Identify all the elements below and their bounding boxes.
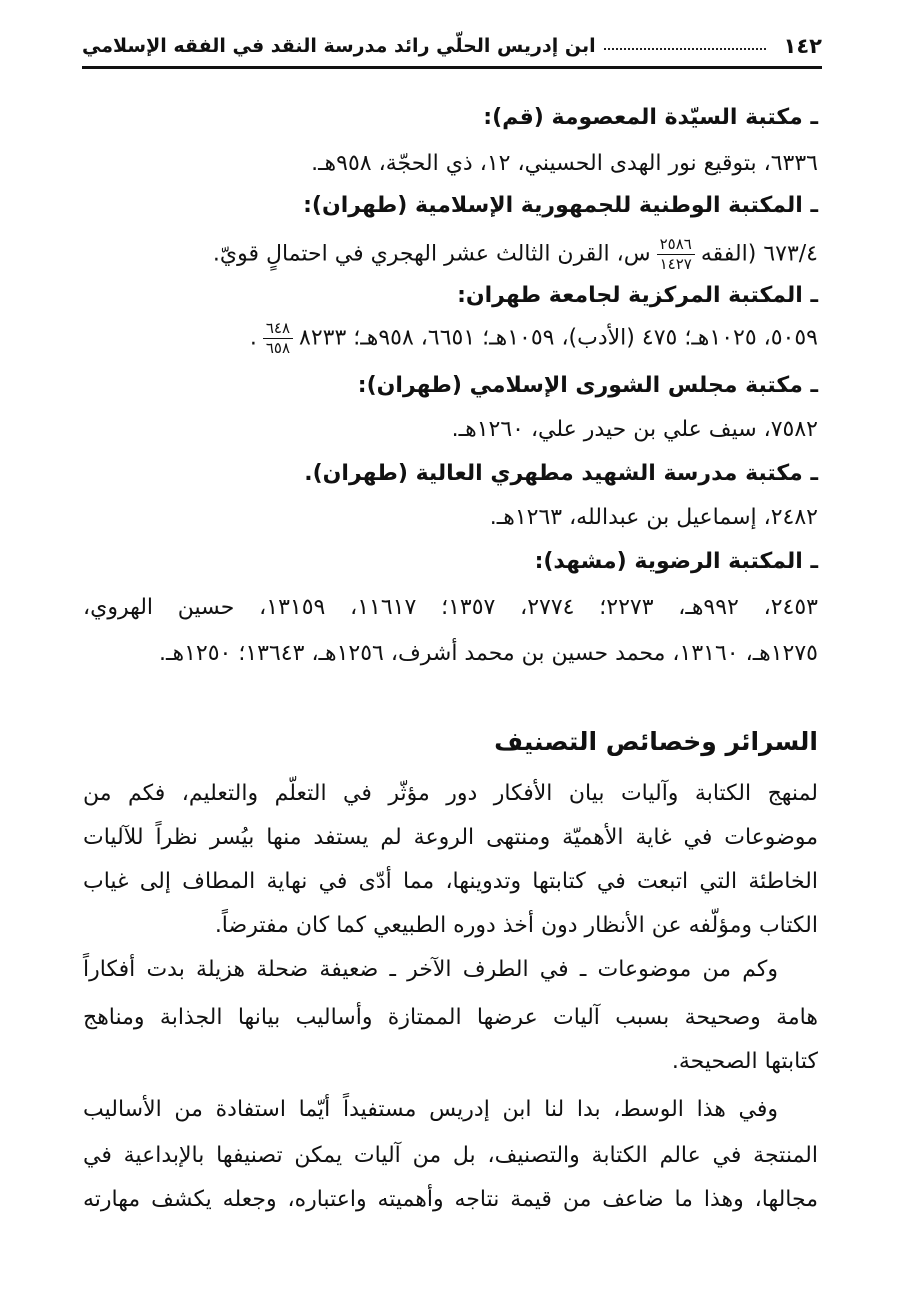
paragraph-1-line-4: الكتاب ومؤلّفه عن الأنظار دون أخذ دوره الطبيعي كما كان مفترضاً. [214, 913, 818, 938]
library-title-tehran-university: ـ المكتبة المركزية لجامعة طهران: [457, 283, 818, 308]
fraction-denominator: ١٤٢٧ [659, 255, 692, 273]
library-entry-motahari: ٢٤٨٢، إسماعيل بن عبدالله، ١٢٦٣هـ. [489, 505, 818, 530]
library-entry-razavi-line1: ٢٤٥٣، ٩٩٢هـ، ٢٢٧٣؛ ٢٧٧٤، ١٣٥٧؛ ١١٦١٧، ١٣١٥٩، حسين الهروي، [83, 595, 818, 620]
library-title-masuma: ـ مكتبة السيّدة المعصومة (قم): [483, 105, 818, 130]
tehran-entry-end: . [249, 325, 257, 351]
library-title-national: ـ المكتبة الوطنية للجمهورية الإسلامية (طهران): [303, 193, 818, 218]
tehran-fraction [263, 320, 293, 357]
paragraph-3-line-1: وفي هذا الوسط، بدا لنا ابن إدريس مستفيداً أيّما استفادة من الأساليب [83, 1097, 778, 1122]
library-title-motahari: ـ مكتبة مدرسة الشهيد مطهري العالية (طهران). [304, 461, 818, 486]
header-dot-leader [604, 48, 766, 50]
paragraph-2-line-3: كتابتها الصحيحة. [671, 1049, 818, 1074]
library-entry-tehran-university [250, 320, 818, 357]
paragraph-1-line-1: لمنهج الكتابة وآليات بيان الأفكار دور مؤثّر في التعلّم والتعليم، فكم من [83, 781, 818, 806]
library-title-razavi: ـ المكتبة الرضوية (مشهد): [534, 549, 818, 574]
paragraph-1-line-3: الخاطئة التي اتبعت في كتابتها وتدوينها، مما أدّى في نهاية المطاف إلى غياب [83, 869, 818, 894]
fraction-denominator: ٦٥٨ [265, 339, 291, 357]
running-header [82, 28, 822, 64]
national-entry-end: س، القرن الثالث عشر الهجري في احتمالٍ قويّ. [212, 241, 651, 267]
fraction-numerator: ٦٤٨ [263, 320, 293, 339]
fraction-numerator: ٢٥٨٦ [657, 236, 695, 255]
paragraph-1-line-2: موضوعات في غاية الأهميّة ومنتهى الروعة لم يستفد منها بيُسر نظراً للآليات [83, 825, 818, 850]
national-fraction [657, 236, 695, 273]
tehran-entry-text: ٥٠٥٩، ١٠٢٥هـ؛ ٤٧٥ (الأدب)، ١٠٥٩هـ؛ ٦٦٥١، ٩٥٨هـ؛ ٨٢٣٣ [299, 325, 818, 351]
header-rule [82, 66, 822, 69]
paragraph-2-line-2: هامة وصحيحة بسبب آليات عرضها الممتازة وأساليب بيانها الجذابة ومناهج [83, 1005, 818, 1030]
page-number: ١٤٢ [783, 34, 822, 58]
library-entry-masuma: ٦٣٣٦، بتوقيع نور الهدى الحسيني، ١٢، ذي الحجّة، ٩٥٨هـ. [311, 151, 818, 176]
paragraph-2-line-1: وكم من موضوعات ـ في الطرف الآخر ـ ضعيفة ضحلة هزيلة بدت أفكاراً [83, 957, 778, 982]
national-entry-start: ٦٧٣/٤ (الفقه [700, 241, 818, 267]
library-entry-national [213, 236, 818, 273]
section-heading: السرائر وخصائص التصنيف [494, 727, 818, 756]
library-entry-razavi-line2: ١٢٧٥هـ، ١٣١٦٠، محمد حسين بن محمد أشرف، ١٢٥٦هـ، ١٣٦٤٣؛ ١٢٥٠هـ. [159, 641, 818, 666]
library-title-shura: ـ مكتبة مجلس الشورى الإسلامي (طهران): [357, 373, 818, 398]
paragraph-3-line-3: مجالها، وهذا ما ضاعف من قيمة نتاجه وأهميته واعتباره، وجعله يكشف مهارته [83, 1187, 818, 1212]
running-title: ابن إدريس الحلّي رائد مدرسة النقد في الفقه الإسلامي [82, 35, 596, 57]
paragraph-3-line-2: المنتجة في عالم الكتابة والتصنيف، بل من آليات يمكن تصنيفها بالإبداعية في [83, 1143, 818, 1168]
library-entry-shura: ٧٥٨٢، سيف علي بن حيدر علي، ١٢٦٠هـ. [451, 417, 818, 442]
